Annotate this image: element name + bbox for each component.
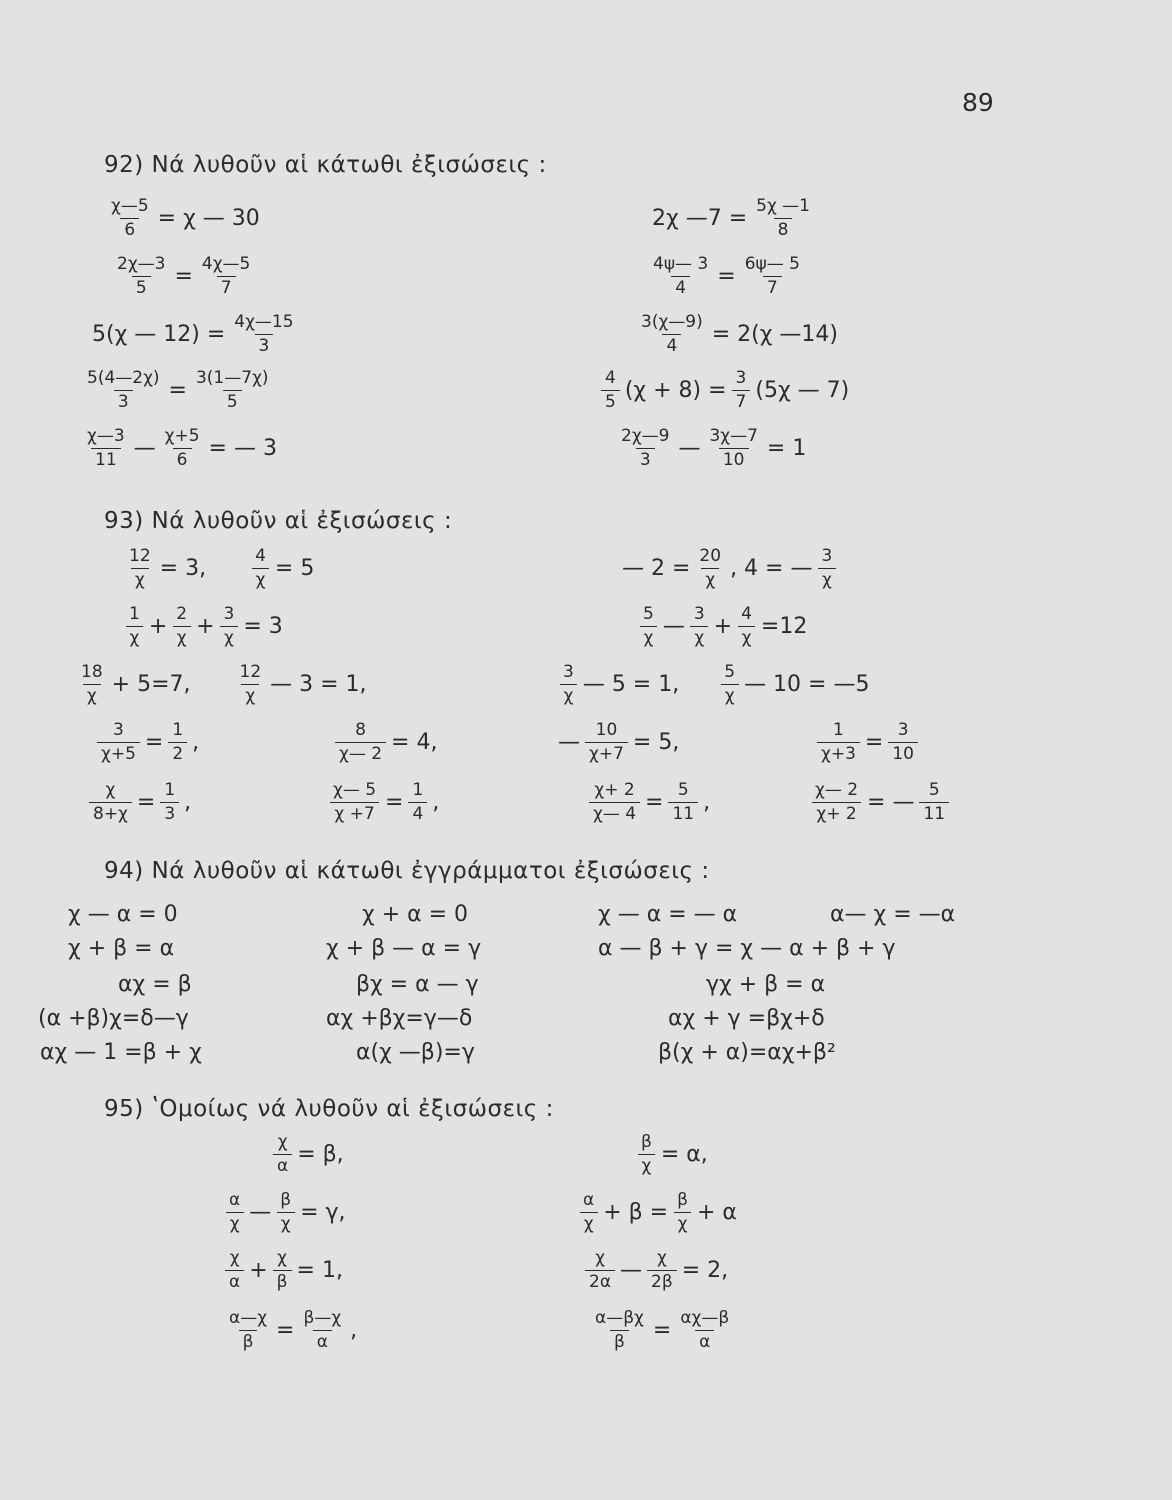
numerator: 1 — [412, 780, 424, 800]
numerator: χ— 5 — [333, 780, 377, 800]
equation-term: + 5=7, — [111, 671, 191, 697]
fraction — [125, 606, 144, 647]
fraction — [888, 722, 918, 763]
numerator: β — [280, 1190, 292, 1210]
equation-term: (χ + 8) = — [624, 377, 727, 403]
equation-term: = — [174, 263, 193, 289]
equation-term: = 5, — [632, 729, 680, 755]
eq-92-2 — [650, 198, 817, 239]
numerator: 1 — [129, 604, 140, 624]
denominator: χ — [721, 684, 739, 705]
eq-94: χ — α = 0 — [68, 902, 178, 927]
equation-term: + — [713, 613, 733, 639]
eq-95-8 — [588, 1310, 736, 1351]
denominator: 2β — [647, 1270, 677, 1291]
denominator: 10 — [719, 448, 749, 469]
numerator: 4ψ— 3 — [653, 254, 709, 274]
denominator: α — [313, 1330, 332, 1351]
numerator: 5 — [724, 662, 736, 682]
equation-term: , — [703, 789, 711, 815]
fraction — [160, 782, 179, 823]
eq-95-2 — [634, 1134, 710, 1175]
numerator: 5 — [928, 780, 940, 800]
fraction — [919, 782, 949, 823]
eq-93-3 — [122, 606, 285, 647]
fraction — [639, 606, 658, 647]
fraction — [83, 370, 164, 411]
numerator: β—χ — [303, 1308, 342, 1328]
equation-term: — 2 = — [622, 555, 691, 581]
fraction — [585, 1250, 615, 1291]
fraction — [817, 722, 860, 763]
fraction — [225, 1250, 244, 1291]
eq-93-4 — [636, 606, 809, 647]
eq-94: α— χ = —α — [830, 902, 956, 927]
equation-term: , — [432, 789, 440, 815]
fraction — [817, 548, 836, 589]
eq-94: βχ = α — γ — [356, 972, 479, 997]
numerator: 3 — [693, 604, 705, 624]
numerator: 4χ—15 — [234, 312, 294, 332]
denominator: 2α — [585, 1270, 615, 1291]
numerator: 4 — [605, 368, 616, 388]
fraction — [192, 370, 273, 411]
denominator: 6 — [173, 448, 192, 469]
equation-term: = — 3 — [208, 435, 277, 461]
equation-term: = — [168, 377, 187, 403]
numerator: χ—3 — [87, 426, 125, 446]
denominator: χ— 2 — [335, 742, 386, 763]
fraction — [579, 1192, 598, 1233]
fraction — [601, 370, 620, 411]
numerator: 4χ—5 — [201, 254, 251, 274]
fraction — [225, 1310, 271, 1351]
equation-term: = 1 — [766, 435, 807, 461]
numerator: 1 — [833, 720, 844, 740]
equation-term: — 10 = —5 — [744, 671, 870, 697]
denominator: α — [225, 1270, 244, 1291]
page-number: 89 — [962, 88, 994, 117]
eq-95-6 — [582, 1250, 730, 1291]
eq-93-10 — [814, 722, 921, 763]
fraction — [225, 1192, 244, 1233]
equation-term: = — [645, 789, 664, 815]
denominator: χ — [220, 626, 238, 647]
fraction — [273, 1250, 292, 1291]
denominator: χ+3 — [817, 742, 860, 763]
eq-92-7 — [80, 370, 276, 411]
fraction — [168, 722, 187, 763]
eq-93-7 — [94, 722, 201, 763]
denominator: 3 — [636, 448, 655, 469]
eq-93-11 — [86, 782, 193, 823]
eq-92-8 — [598, 370, 851, 411]
denominator: χ — [226, 1212, 244, 1233]
numerator: 3(1—7χ) — [195, 368, 269, 388]
numerator: 3 — [113, 720, 124, 740]
equation-term: — 3 = 1, — [270, 671, 367, 697]
fraction — [676, 1310, 733, 1351]
numerator: 4 — [741, 604, 752, 624]
equation-term: + — [148, 613, 168, 639]
numerator: α — [583, 1190, 595, 1210]
fraction — [752, 198, 814, 239]
denominator: 11 — [91, 448, 121, 469]
denominator: β — [239, 1330, 258, 1351]
fraction — [161, 428, 204, 469]
fraction — [198, 256, 254, 297]
numerator: 2χ—9 — [621, 426, 670, 446]
fraction — [172, 606, 191, 647]
fraction — [125, 548, 155, 589]
fraction — [690, 606, 709, 647]
equation-term: 2χ —7 = — [652, 205, 748, 231]
eq-94: αχ + γ =βχ+δ — [668, 1006, 825, 1031]
equation-term: + — [249, 1257, 268, 1283]
numerator: χ — [229, 1248, 240, 1268]
numerator: 3χ—7 — [709, 426, 758, 446]
equation-term: = — [864, 729, 884, 755]
fraction — [732, 370, 751, 411]
eq-94: α(χ —β)=γ — [356, 1040, 475, 1065]
denominator: χ — [690, 626, 708, 647]
fraction — [329, 782, 380, 823]
numerator: 5 — [643, 604, 654, 624]
denominator: χ+ 2 — [812, 802, 860, 823]
denominator: χ — [638, 1154, 656, 1175]
denominator: χ — [818, 568, 836, 589]
equation-term: =12 — [760, 613, 808, 639]
eq-93-2 — [620, 548, 839, 589]
numerator: 18 — [81, 662, 103, 682]
equation-term: , 4 = — — [730, 555, 813, 581]
exercise-95-heading: 95) ʽΟμοίως νά λυθοῦν αἱ ἐξισώσεις : — [104, 1096, 554, 1122]
eq-95-1 — [270, 1134, 346, 1175]
denominator: 3 — [160, 802, 179, 823]
equation-term: — — [249, 1199, 272, 1225]
numerator: 3 — [735, 368, 747, 388]
fraction — [335, 722, 386, 763]
eq-95-4 — [576, 1192, 739, 1233]
fraction — [737, 606, 756, 647]
denominator: 5 — [132, 276, 151, 297]
eq-93-8 — [332, 722, 439, 763]
fraction — [236, 664, 266, 705]
eq-95-7 — [222, 1310, 359, 1351]
denominator: 3 — [114, 390, 133, 411]
denominator: χ — [241, 684, 259, 705]
eq-93-6 — [556, 664, 871, 705]
eq-93-12 — [326, 782, 441, 823]
fraction — [220, 606, 239, 647]
numerator: 20 — [699, 546, 722, 566]
equation-term: = — [276, 1317, 295, 1343]
fraction — [637, 1134, 656, 1175]
eq-92-4 — [646, 256, 807, 297]
eq-95-5 — [222, 1250, 345, 1291]
fraction — [113, 256, 169, 297]
eq-93-13 — [586, 782, 712, 823]
eq-92-6 — [634, 314, 840, 355]
denominator: 5 — [601, 390, 620, 411]
numerator: 1 — [172, 720, 184, 740]
denominator: 5 — [223, 390, 242, 411]
denominator: χ — [701, 568, 719, 589]
equation-term: — — [620, 1257, 643, 1283]
numerator: χ—5 — [111, 196, 149, 216]
fraction — [230, 314, 297, 355]
denominator: χ — [277, 1212, 295, 1233]
numerator: 5χ —1 — [756, 196, 810, 216]
fraction — [647, 1250, 677, 1291]
eq-94: α — β + γ = χ — α + β + γ — [598, 936, 896, 961]
numerator: α—χ — [229, 1308, 268, 1328]
equation-term: = 2, — [681, 1257, 729, 1283]
fraction — [89, 782, 132, 823]
denominator: α — [695, 1330, 714, 1351]
denominator: α — [273, 1154, 292, 1175]
eq-95-3 — [222, 1192, 348, 1233]
numerator: 3 — [563, 662, 574, 682]
denominator: χ— 4 — [589, 802, 640, 823]
fraction — [273, 1134, 292, 1175]
equation-term: + — [196, 613, 215, 639]
equation-term: — — [678, 435, 701, 461]
numerator: αχ—β — [680, 1308, 730, 1328]
numerator: χ — [277, 1248, 287, 1268]
eq-94: γχ + β = α — [706, 972, 826, 997]
denominator: χ — [252, 568, 270, 589]
equation-term: — 5 = 1, — [582, 671, 680, 697]
equation-term: = 5 — [274, 555, 315, 581]
numerator: 4 — [255, 546, 266, 566]
fraction — [741, 256, 804, 297]
equation-term: = — [717, 263, 736, 289]
eq-92-9 — [80, 428, 279, 469]
numerator: β — [677, 1190, 688, 1210]
denominator: χ — [560, 684, 578, 705]
exercise-92-heading: 92) Νά λυθοῦν αἱ κάτωθι ἐξισώσεις : — [104, 152, 547, 178]
equation-term: + β = — [603, 1199, 669, 1225]
denominator: χ — [738, 626, 756, 647]
denominator: 7 — [732, 390, 751, 411]
numerator: 12 — [239, 662, 262, 682]
equation-term: = — [136, 789, 156, 815]
fraction — [251, 548, 270, 589]
equation-term: — — [133, 435, 156, 461]
equation-term: = 3 — [243, 613, 283, 639]
denominator: χ — [131, 568, 149, 589]
fraction — [705, 428, 761, 469]
numerator: 5 — [677, 780, 689, 800]
denominator: χ — [173, 626, 191, 647]
eq-94: χ + α = 0 — [362, 902, 469, 927]
denominator: χ+5 — [97, 742, 140, 763]
numerator: 2χ—3 — [117, 254, 166, 274]
fraction — [276, 1192, 295, 1233]
fraction — [408, 782, 427, 823]
equation-term: = χ — 30 — [157, 205, 260, 231]
numerator: χ+ 2 — [594, 780, 635, 800]
denominator: 8+χ — [89, 802, 132, 823]
fraction — [107, 198, 153, 239]
numerator: 1 — [164, 780, 176, 800]
eq-94: αχ +βχ=γ—δ — [326, 1006, 473, 1031]
denominator: χ+7 — [585, 742, 628, 763]
fraction — [617, 428, 673, 469]
equation-term: = α, — [660, 1141, 708, 1167]
denominator: χ — [83, 684, 101, 705]
fraction — [585, 722, 628, 763]
numerator: 8 — [355, 720, 366, 740]
eq-94: αχ = β — [118, 972, 192, 997]
denominator: 7 — [763, 276, 782, 297]
fraction — [591, 1310, 648, 1351]
equation-term: 5(χ — 12) = — [92, 321, 226, 347]
eq-94: (α +β)χ=δ—γ — [38, 1006, 189, 1031]
eq-93-14 — [808, 782, 952, 823]
eq-94: αχ — 1 =β + χ — [40, 1040, 202, 1065]
fraction — [637, 314, 707, 355]
denominator: 4 — [671, 276, 690, 297]
denominator: 6 — [120, 218, 139, 239]
equation-term: = — — [867, 789, 915, 815]
denominator: χ — [580, 1212, 598, 1233]
numerator: 3 — [223, 604, 235, 624]
eq-94: χ + β = α — [68, 936, 175, 961]
fraction — [811, 782, 862, 823]
eq-93-5 — [74, 664, 369, 705]
numerator: χ+5 — [164, 426, 200, 446]
denominator: χ — [126, 626, 144, 647]
numerator: χ — [277, 1132, 288, 1152]
eq-94: β(χ + α)=αχ+β² — [658, 1040, 836, 1065]
denominator: 4 — [408, 802, 427, 823]
fraction — [720, 664, 739, 705]
numerator: 6ψ— 5 — [744, 254, 800, 274]
numerator: 3 — [821, 546, 833, 566]
eq-93-1 — [122, 548, 316, 589]
equation-term: , — [350, 1317, 358, 1343]
numerator: 3(χ—9) — [641, 312, 703, 332]
equation-term: = β, — [297, 1141, 344, 1167]
equation-term: — — [558, 729, 580, 755]
equation-term: + α — [696, 1199, 737, 1225]
eq-92-3 — [110, 256, 257, 297]
fraction — [299, 1310, 345, 1351]
fraction — [649, 256, 712, 297]
denominator: χ +7 — [330, 802, 378, 823]
denominator: 2 — [168, 742, 187, 763]
eq-92-5 — [90, 314, 301, 355]
numerator: χ — [105, 780, 116, 800]
equation-term: = γ, — [300, 1199, 346, 1225]
numerator: 10 — [595, 720, 618, 740]
denominator: 10 — [888, 742, 918, 763]
equation-term: = 4, — [391, 729, 438, 755]
fraction — [83, 428, 129, 469]
equation-term: = 1, — [296, 1257, 343, 1283]
fraction — [673, 1192, 692, 1233]
exercise-94-heading: 94) Νά λυθοῦν αἱ κάτωθι ἐγγράμματοι ἐξισώσεις : — [104, 858, 710, 884]
equation-term: (5χ — 7) — [755, 377, 850, 403]
numerator: 3 — [897, 720, 909, 740]
denominator: 8 — [774, 218, 793, 239]
eq-94: χ — α = — α — [598, 902, 738, 927]
eq-92-10 — [614, 428, 808, 469]
denominator: 11 — [919, 802, 949, 823]
equation-term: = 3, — [159, 555, 207, 581]
fraction — [695, 548, 725, 589]
equation-term: = — [144, 729, 164, 755]
denominator: 7 — [217, 276, 236, 297]
denominator: 3 — [255, 334, 274, 355]
numerator: α—βχ — [595, 1308, 644, 1328]
exercise-93-heading: 93) Νά λυθοῦν αἱ ἐξισώσεις : — [104, 508, 453, 534]
fraction — [97, 722, 140, 763]
numerator: 2 — [176, 604, 188, 624]
numerator: χ— 2 — [815, 780, 859, 800]
equation-term: = — [385, 789, 404, 815]
eq-94: χ + β — α = γ — [326, 936, 482, 961]
eq-93-9 — [556, 722, 681, 763]
numerator: β — [641, 1132, 652, 1152]
denominator: χ — [640, 626, 658, 647]
numerator: 5(4—2χ) — [87, 368, 160, 388]
equation-term: , — [184, 789, 192, 815]
fraction — [77, 664, 107, 705]
fraction — [559, 664, 578, 705]
denominator: χ — [674, 1212, 692, 1233]
numerator: α — [229, 1190, 241, 1210]
equation-term: = 2(χ —14) — [711, 321, 839, 347]
equation-term: = — [652, 1317, 672, 1343]
denominator: 11 — [668, 802, 698, 823]
denominator: β — [610, 1330, 629, 1351]
equation-term: — — [662, 613, 685, 639]
fraction — [668, 782, 698, 823]
numerator: χ — [656, 1248, 667, 1268]
denominator: 4 — [662, 334, 681, 355]
numerator: 12 — [129, 546, 151, 566]
numerator: χ — [595, 1248, 605, 1268]
eq-92-1 — [104, 198, 262, 239]
fraction — [589, 782, 640, 823]
denominator: β — [273, 1270, 292, 1291]
equation-term: , — [192, 729, 200, 755]
